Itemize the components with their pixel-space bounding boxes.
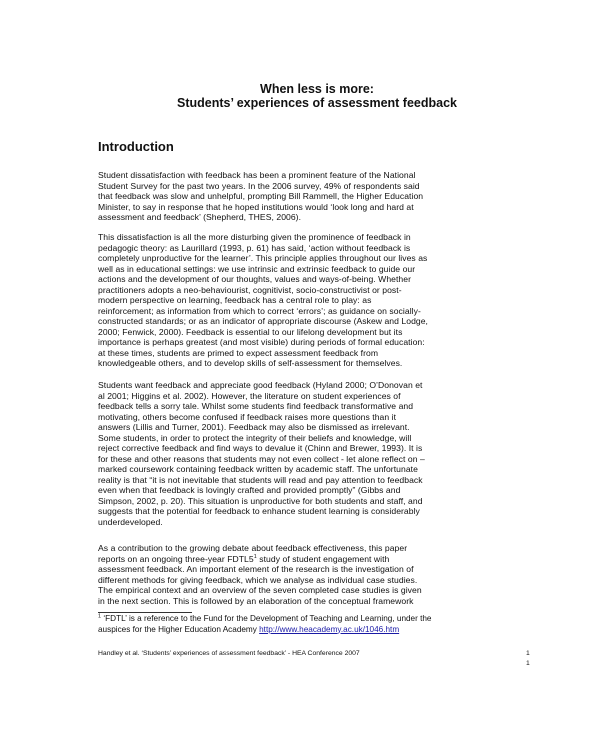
text-line: modern perspective on learning, feedback has a central role to play: as	[98, 295, 372, 305]
footnote-divider	[98, 612, 192, 613]
text-line: suggests that the potential for feedback to enhance student learning is considerably	[98, 506, 420, 516]
page-number: 1	[526, 660, 530, 667]
page-number: 1	[526, 650, 530, 657]
text-line: underdeveloped.	[98, 516, 163, 527]
text-line: assessment and feedback’ (Shepherd, THES, 2006).	[98, 212, 302, 222]
text-line: Student Survey for the past two years. In the 2006 survey, 49% of respondents said	[98, 180, 420, 191]
text-line: well as in educational settings: we use intrinsic and extrinsic feedback to guide our	[98, 263, 416, 274]
text-line: actions and the development of our thoughts, values and ways-of-being. Whether	[98, 274, 411, 284]
text-line: al 2001; Higgins et al. 2002). However, the literature on student experiences of	[98, 390, 401, 401]
text-line: reality is that “it is not inevitable that students will read and pay attention to feedback	[98, 474, 423, 485]
text-line: This dissatisfaction is all the more disturbing given the prominence of feedback in	[98, 232, 411, 242]
footnote-line-1	[98, 614, 432, 625]
text-line: even when that feedback is lovingly crafted and provided promptly” (Gibbs and	[98, 485, 401, 495]
paragraph-3	[98, 380, 516, 527]
text-line: that feedback was slow and unhelpful, prompting Bill Rammell, the Higher Education	[98, 191, 424, 201]
text-line: Simpson, 2002, p. 20). This situation is unproductive for both students and staff, and	[98, 495, 423, 506]
text-line: reinforcement; as information from which to correct ‘errors’; as guidance on socially-	[98, 305, 421, 316]
paragraph-1	[98, 170, 516, 223]
page-footer: Handley et al. ‘Students’ experiences of assessment feedback’ - HEA Conference 2007	[98, 650, 360, 657]
text-line: importance is perhaps greatest (and most visible) during periods of formal education:	[98, 337, 425, 347]
text-line: The empirical context and an overview of the seven completed case studies is given	[98, 585, 422, 595]
text-segment: reports on an ongoing three-year FDTL5	[98, 553, 254, 564]
text-line: practitioners adopts a neo-behaviourist, cognitivist, socio-constructivist or post-	[98, 284, 402, 295]
text-line: in the next section. This is followed by an elaboration of the conceptual framework	[98, 595, 414, 606]
section-heading-introduction: Introduction	[98, 139, 174, 154]
text-line: assessment feedback. An important element of the research is the investigation of	[98, 564, 414, 574]
footnote-reference: 1	[253, 553, 257, 560]
footnote-link[interactable]: http://www.heacademy.ac.uk/1046.htm	[259, 624, 400, 634]
footnote-line-2	[98, 625, 432, 636]
text-line: Some students, in order to protect the integrity of their beliefs and knowledge, will	[98, 432, 412, 443]
text-line: at these times, students are primed to expect assessment feedback from	[98, 347, 379, 358]
text-line: different methods for giving feedback, which we analyse as individual case studies.	[98, 574, 418, 585]
text-line: answers (Lillis and Turner, 2001). Feedback may also be dismissed as irrelevant.	[98, 422, 410, 432]
text-line: motivating, others become confused if feedback raises more questions than it	[98, 411, 397, 422]
footnote-marker: 1	[98, 613, 102, 620]
title-line-2: Students’ experiences of assessment feedback	[177, 96, 457, 110]
paragraph-2	[98, 232, 516, 369]
text-line: Minister, to say in response that he hoped institutions would ‘look long and hard at	[98, 201, 414, 212]
text-line: for these and other reasons that students may not even collect - let alone reflect on –	[98, 453, 425, 464]
text-line: Student dissatisfaction with feedback has been a prominent feature of the National	[98, 170, 416, 180]
text-line: reject corrective feedback and find ways to devalue it (Chinn and Brewer, 1993). It is	[98, 443, 423, 453]
footnote-text: auspices for the Higher Education Academy	[98, 624, 260, 634]
text-segment: study of student engagement with	[256, 553, 390, 564]
text-line: pedagogic theory: as Laurillard (1993, p. 61) has said, ‘action without feedback is	[98, 242, 411, 253]
text-line: constructed standards; or as an indicator of appropriate discourse (Askew and Lodge,	[98, 316, 428, 326]
text-line: marked coursework containing feedback written by academic staff. The unfortunate	[98, 464, 418, 474]
footnote	[98, 614, 432, 635]
text-line: Students want feedback and appreciate good feedback (Hyland 2000; O’Donovan et	[98, 380, 423, 390]
text-line: completely unproductive for the learner’. This principle applies throughout our lives as	[98, 253, 428, 263]
text-line: As a contribution to the growing debate about feedback effectiveness, this paper	[98, 543, 408, 553]
document-title	[0, 82, 600, 110]
text-line: 2000; Fenwick, 2000). Feedback is essential to our lifelong development but its	[98, 326, 403, 337]
text-line: feedback tells a sorry tale. Whilst some students find feedback transformative and	[98, 401, 414, 411]
text-line	[98, 554, 516, 565]
paragraph-4	[98, 543, 516, 606]
footnote-text: ‘FDTL’ is a reference to the Fund for the Development of Teaching and Learning, under the	[101, 614, 432, 623]
text-line: knowledgeable others, and to develop skills of self-assessment for themselves.	[98, 358, 403, 368]
title-line-1: When less is more:	[260, 82, 374, 96]
